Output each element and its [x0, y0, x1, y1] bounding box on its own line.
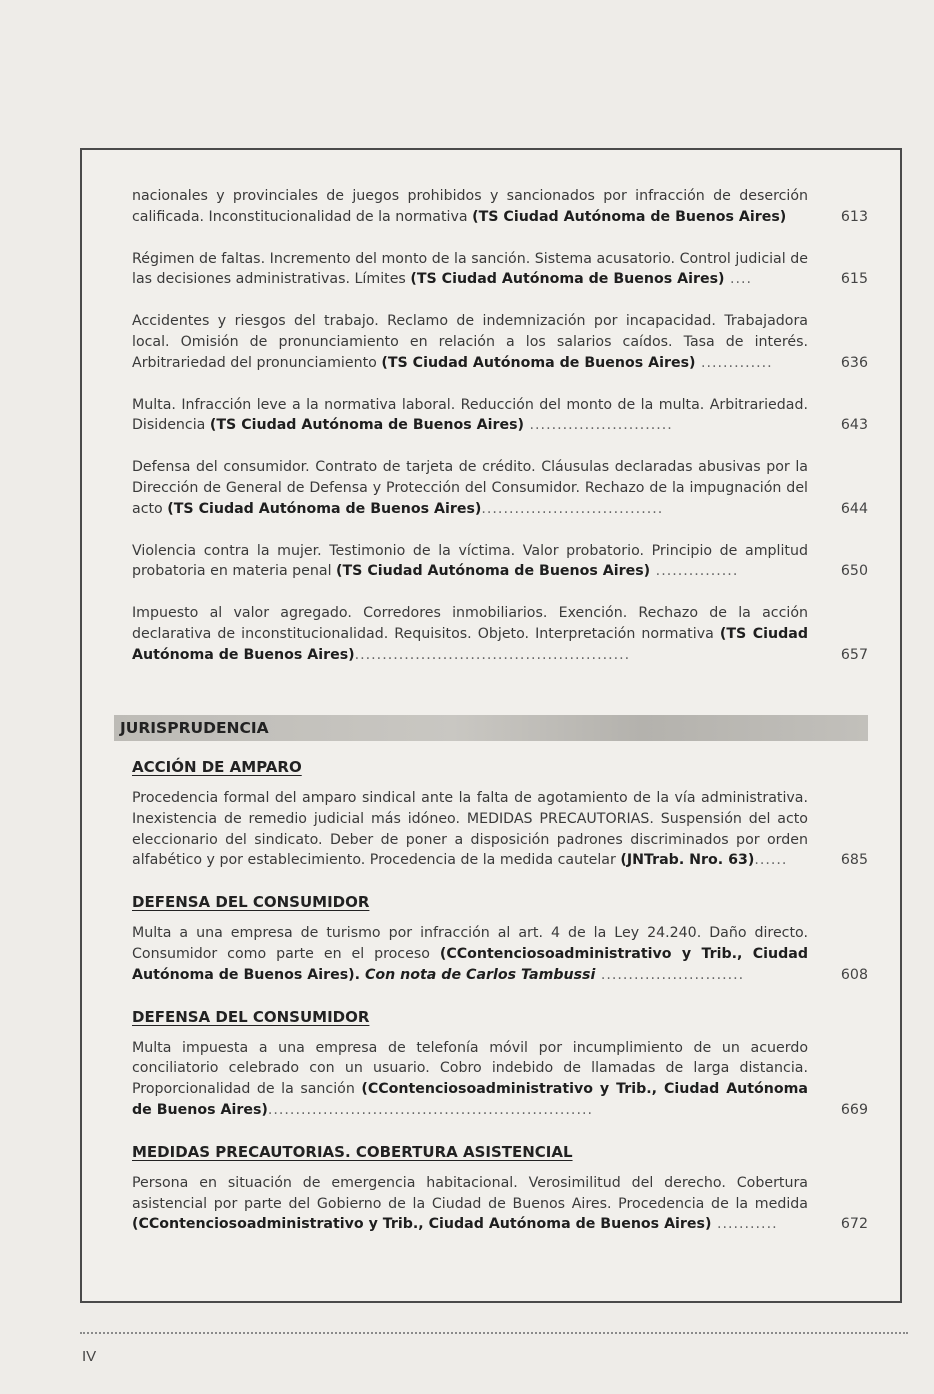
summary-entry[interactable]	[132, 541, 868, 583]
entry-text: Violencia contra la mujer. Testimonio de la víctima. Valor probatorio. Principio de amplitud probatoria en materia penal	[132, 542, 808, 580]
entry-page: 643	[840, 417, 868, 434]
entry-leader: .................................	[481, 500, 664, 517]
entry-leader: ...............	[650, 563, 739, 580]
entry-text: Defensa del consumidor. Contrato de tarjeta de crédito. Cláusulas declaradas abusivas por la Dirección de General de Defensa y Protección del Consumidor. Rechazo de la impugnación del acto	[132, 459, 808, 517]
entry-page: 615	[840, 271, 868, 288]
entry-court: (TS Ciudad Autónoma de Buenos Aires)	[167, 500, 482, 517]
entry-text: Multa impuesta a una empresa de telefonía móvil por incumplimiento de un acuerdo conciliatorio celebrado con un usuario. Cobro indebido de llamadas de larga distancia. Proporcionalidad de la sanción	[132, 1039, 808, 1098]
entry-text: Persona en situación de emergencia habitacional. Verosimilitud del derecho. Cobertura asistencial por parte del Gobierno de la Ciudad de Buenos Aires. Procedencia de la medida	[132, 1174, 808, 1212]
entry-court: (CContenciosoadministrativo y Trib., Ciudad Autónoma de Buenos Aires)	[132, 1216, 712, 1233]
entry-text: Impuesto al valor agregado. Corredores inmobiliarios. Exención. Rechazo de la acción declarativa de inconstitucionalidad. Requisitos. Objeto. Interpretación normativa	[132, 605, 808, 642]
entry-text: Multa. Infracción leve a la normativa laboral. Reducción del monto de la multa. Arbitrariedad. Disidencia	[132, 396, 808, 434]
entry-court: (JNTrab. Nro. 63)	[620, 852, 755, 869]
summary-frame	[80, 148, 902, 1303]
entry-court: (TS Ciudad Autónoma de Buenos Aires)	[209, 417, 525, 434]
section-band-jurisprudencia: JURISPRUDENCIA	[114, 715, 868, 741]
entry-court: (CContenciosoadministrativo y Trib., Ciudad Autónoma de Buenos Aires)	[132, 1081, 809, 1118]
entry-text: Régimen de faltas. Incremento del monto de la sanción. Sistema acusatorio. Control judicial de las decisiones administrativas. Límites	[132, 250, 808, 288]
entry-court: (TS Ciudad Autónoma de Buenos Aires)	[472, 208, 787, 225]
section-heading: DEFENSA DEL CONSUMIDOR	[132, 893, 370, 912]
summary-entry[interactable]	[132, 311, 868, 373]
section-heading: ACCIÓN DE AMPARO	[132, 758, 302, 776]
entry-page: 613	[840, 208, 868, 225]
entry-page: 685	[840, 852, 868, 869]
summary-entry[interactable]	[132, 395, 868, 437]
entry-leader: .............	[695, 354, 773, 371]
section-heading: MEDIDAS PRECAUTORIAS. COBERTURA ASISTENCIAL	[132, 1142, 573, 1161]
summary-entry[interactable]	[132, 249, 868, 291]
entry-page: 669	[840, 1101, 868, 1118]
entry-page: 672	[840, 1216, 868, 1233]
summary-entry[interactable]	[132, 186, 868, 228]
entry-text: nacionales y provinciales de juegos prohibidos y sancionados por infracción de deserción calificada. Inconstitucionalidad de la normativa	[132, 188, 808, 225]
entry-court: (TS Ciudad Autónoma de Buenos Aires)	[381, 354, 696, 371]
page-number: IV	[82, 1348, 97, 1365]
entry-leader: ......	[754, 852, 788, 869]
summary-entry[interactable]	[132, 788, 868, 871]
entry-text: Procedencia formal del amparo sindical ante la falta de agotamiento de la vía administrativa. Inexistencia de remedio judicial más idóneo. MEDIDAS PRECAUTORIAS. Suspensión del acto eleccionario del sindicato. Deber de poner a disposición padrones discriminados por orden alfabético y por establecimiento. Procedencia de la medida cautelar	[132, 790, 808, 869]
entry-court: (TS Ciudad Autónoma de Buenos Aires)	[132, 625, 808, 663]
entry-page: 636	[840, 354, 868, 371]
top-entries	[132, 186, 868, 666]
entry-leader: ...........	[711, 1216, 778, 1233]
summary-entry[interactable]	[132, 603, 868, 665]
footer-divider	[80, 1332, 908, 1334]
entry-page: 657	[840, 646, 868, 663]
entry-page: 608	[840, 966, 868, 983]
entry-leader: ..........................	[595, 966, 745, 983]
section-heading: DEFENSA DEL CONSUMIDOR	[132, 1007, 370, 1026]
summary-entry[interactable]	[132, 457, 868, 519]
summary-entry[interactable]	[132, 923, 868, 985]
entry-court: (CContenciosoadministrativo y Trib., Ciudad Autónoma de Buenos Aires).	[132, 945, 808, 983]
summary-entry[interactable]	[132, 1173, 868, 1235]
entry-court: (TS Ciudad Autónoma de Buenos Aires)	[410, 271, 725, 288]
entry-court: (TS Ciudad Autónoma de Buenos Aires)	[336, 563, 651, 580]
entry-page: 644	[840, 500, 868, 517]
entry-leader: ..........................	[524, 417, 673, 434]
entry-note: Con nota de Carlos Tambussi	[360, 966, 596, 983]
entry-text: Accidentes y riesgos del trabajo. Reclamo de indemnización por incapacidad. Trabajadora local. Omisión de pronunciamiento en relación a los salarios caídos. Tasa de interés. Arbitrariedad del pronunciamiento	[132, 313, 808, 371]
summary-entry[interactable]	[132, 1038, 868, 1121]
entry-text: Multa a una empresa de turismo por infracción al art. 4 de la Ley 24.240. Daño directo. Consumidor como parte en el proceso	[132, 925, 808, 962]
entry-leader: ..................................................	[354, 646, 631, 663]
entry-leader: ...........................................................	[267, 1101, 593, 1118]
entry-page: 650	[840, 563, 868, 580]
entry-leader: ....	[724, 271, 753, 288]
juris-sections	[132, 758, 868, 1235]
